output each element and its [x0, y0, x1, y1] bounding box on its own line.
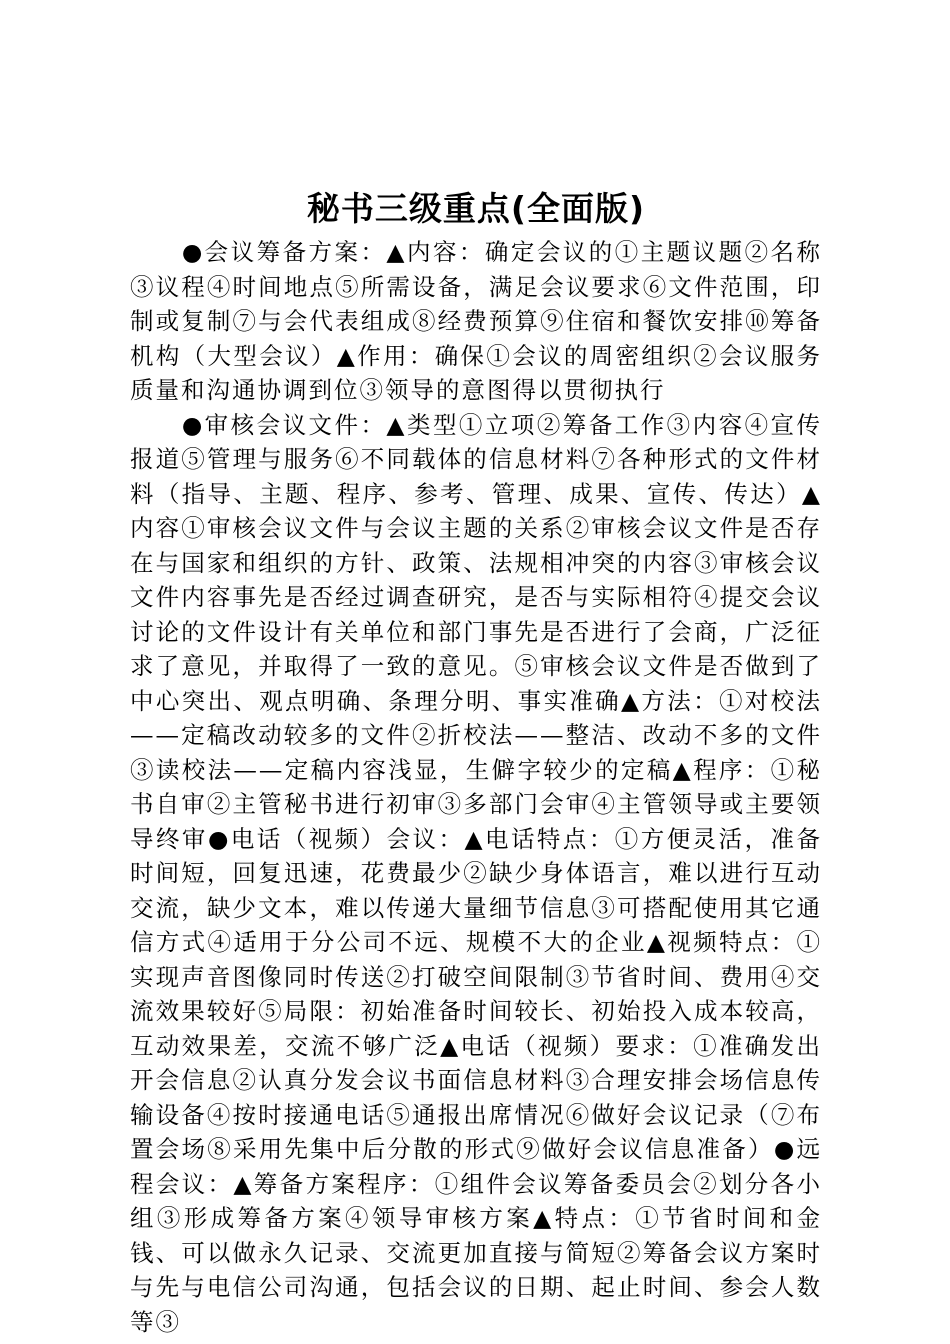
document-body: [130, 235, 822, 1339]
document-title: 秘书三级重点(全面版): [306, 189, 646, 228]
paragraph-document-review: ●审核会议文件：▲类型①立项②筹备工作③内容④宣传报道⑤管理与服务⑥不同载体的信息材料⑦各种形式的文件材料（指导、主题、程序、参考、管理、成果、宣传、传达）▲内容①审核会议文件与会议主题的关系②审核会议文件是否存在与国家和组织的方针、政策、法规相冲突的内容③审核会议文件内容事先是否经过调查研究，是否与实际相符④提交会议讨论的文件设计有关单位和部门事先是否进行了会商，广泛征求了意见，并取得了一致的意见。⑤审核会议文件是否做到了中心突出、观点明确、条理分明、事实准确▲方法：①对校法——定稿改动较多的文件②折校法——整洁、改动不多的文件③读校法——定稿内容浅显，生僻字较少的定稿▲程序：①秘书自审②主管秘书进行初审③多部门会审④主管领导或主要领导终审●电话（视频）会议：▲电话特点：①方便灵活，准备时间短，回复迅速，花费最少②缺少身体语言，难以进行互动交流，缺少文本，难以传递大量细节信息③可搭配使用其它通信方式④适用于分公司不远、规模不大的企业▲视频特点：①实现声音图像同时传送②打破空间限制③节省时间、费用④交流效果较好⑤局限：初始准备时间较长、初始投入成本较高，互动效果差，交流不够广泛▲电话（视频）要求：①准确发出开会信息②认真分发会议书面信息材料③合理安排会场信息传输设备④按时接通电话⑤通报出席情况⑥做好会议记录（⑦布置会场⑧采用先集中后分散的形式⑨做好会议信息准备）●远程会议：▲筹备方案程序：①组件会议筹备委员会②划分各小组③形成筹备方案④领导审核方案▲特点：①节省时间和金钱、可以做永久记录、交流更加直接与简短②筹备会议方案时与先与电信公司沟通，包括会议的日期、起止时间、参会人数等③: [130, 410, 822, 1336]
paragraph-meeting-plan: ●会议筹备方案：▲内容：确定会议的①主题议题②名称③议程④时间地点⑤所需设备，满足会议要求⑥文件范围，印制或复制⑦与会代表组成⑧经费预算⑨住宿和餐饮安排⑩筹备机构（大型会议）▲作用：确保①会议的周密组织②会议服务质量和沟通协调到位③领导的意图得以贯彻执行: [130, 238, 822, 404]
